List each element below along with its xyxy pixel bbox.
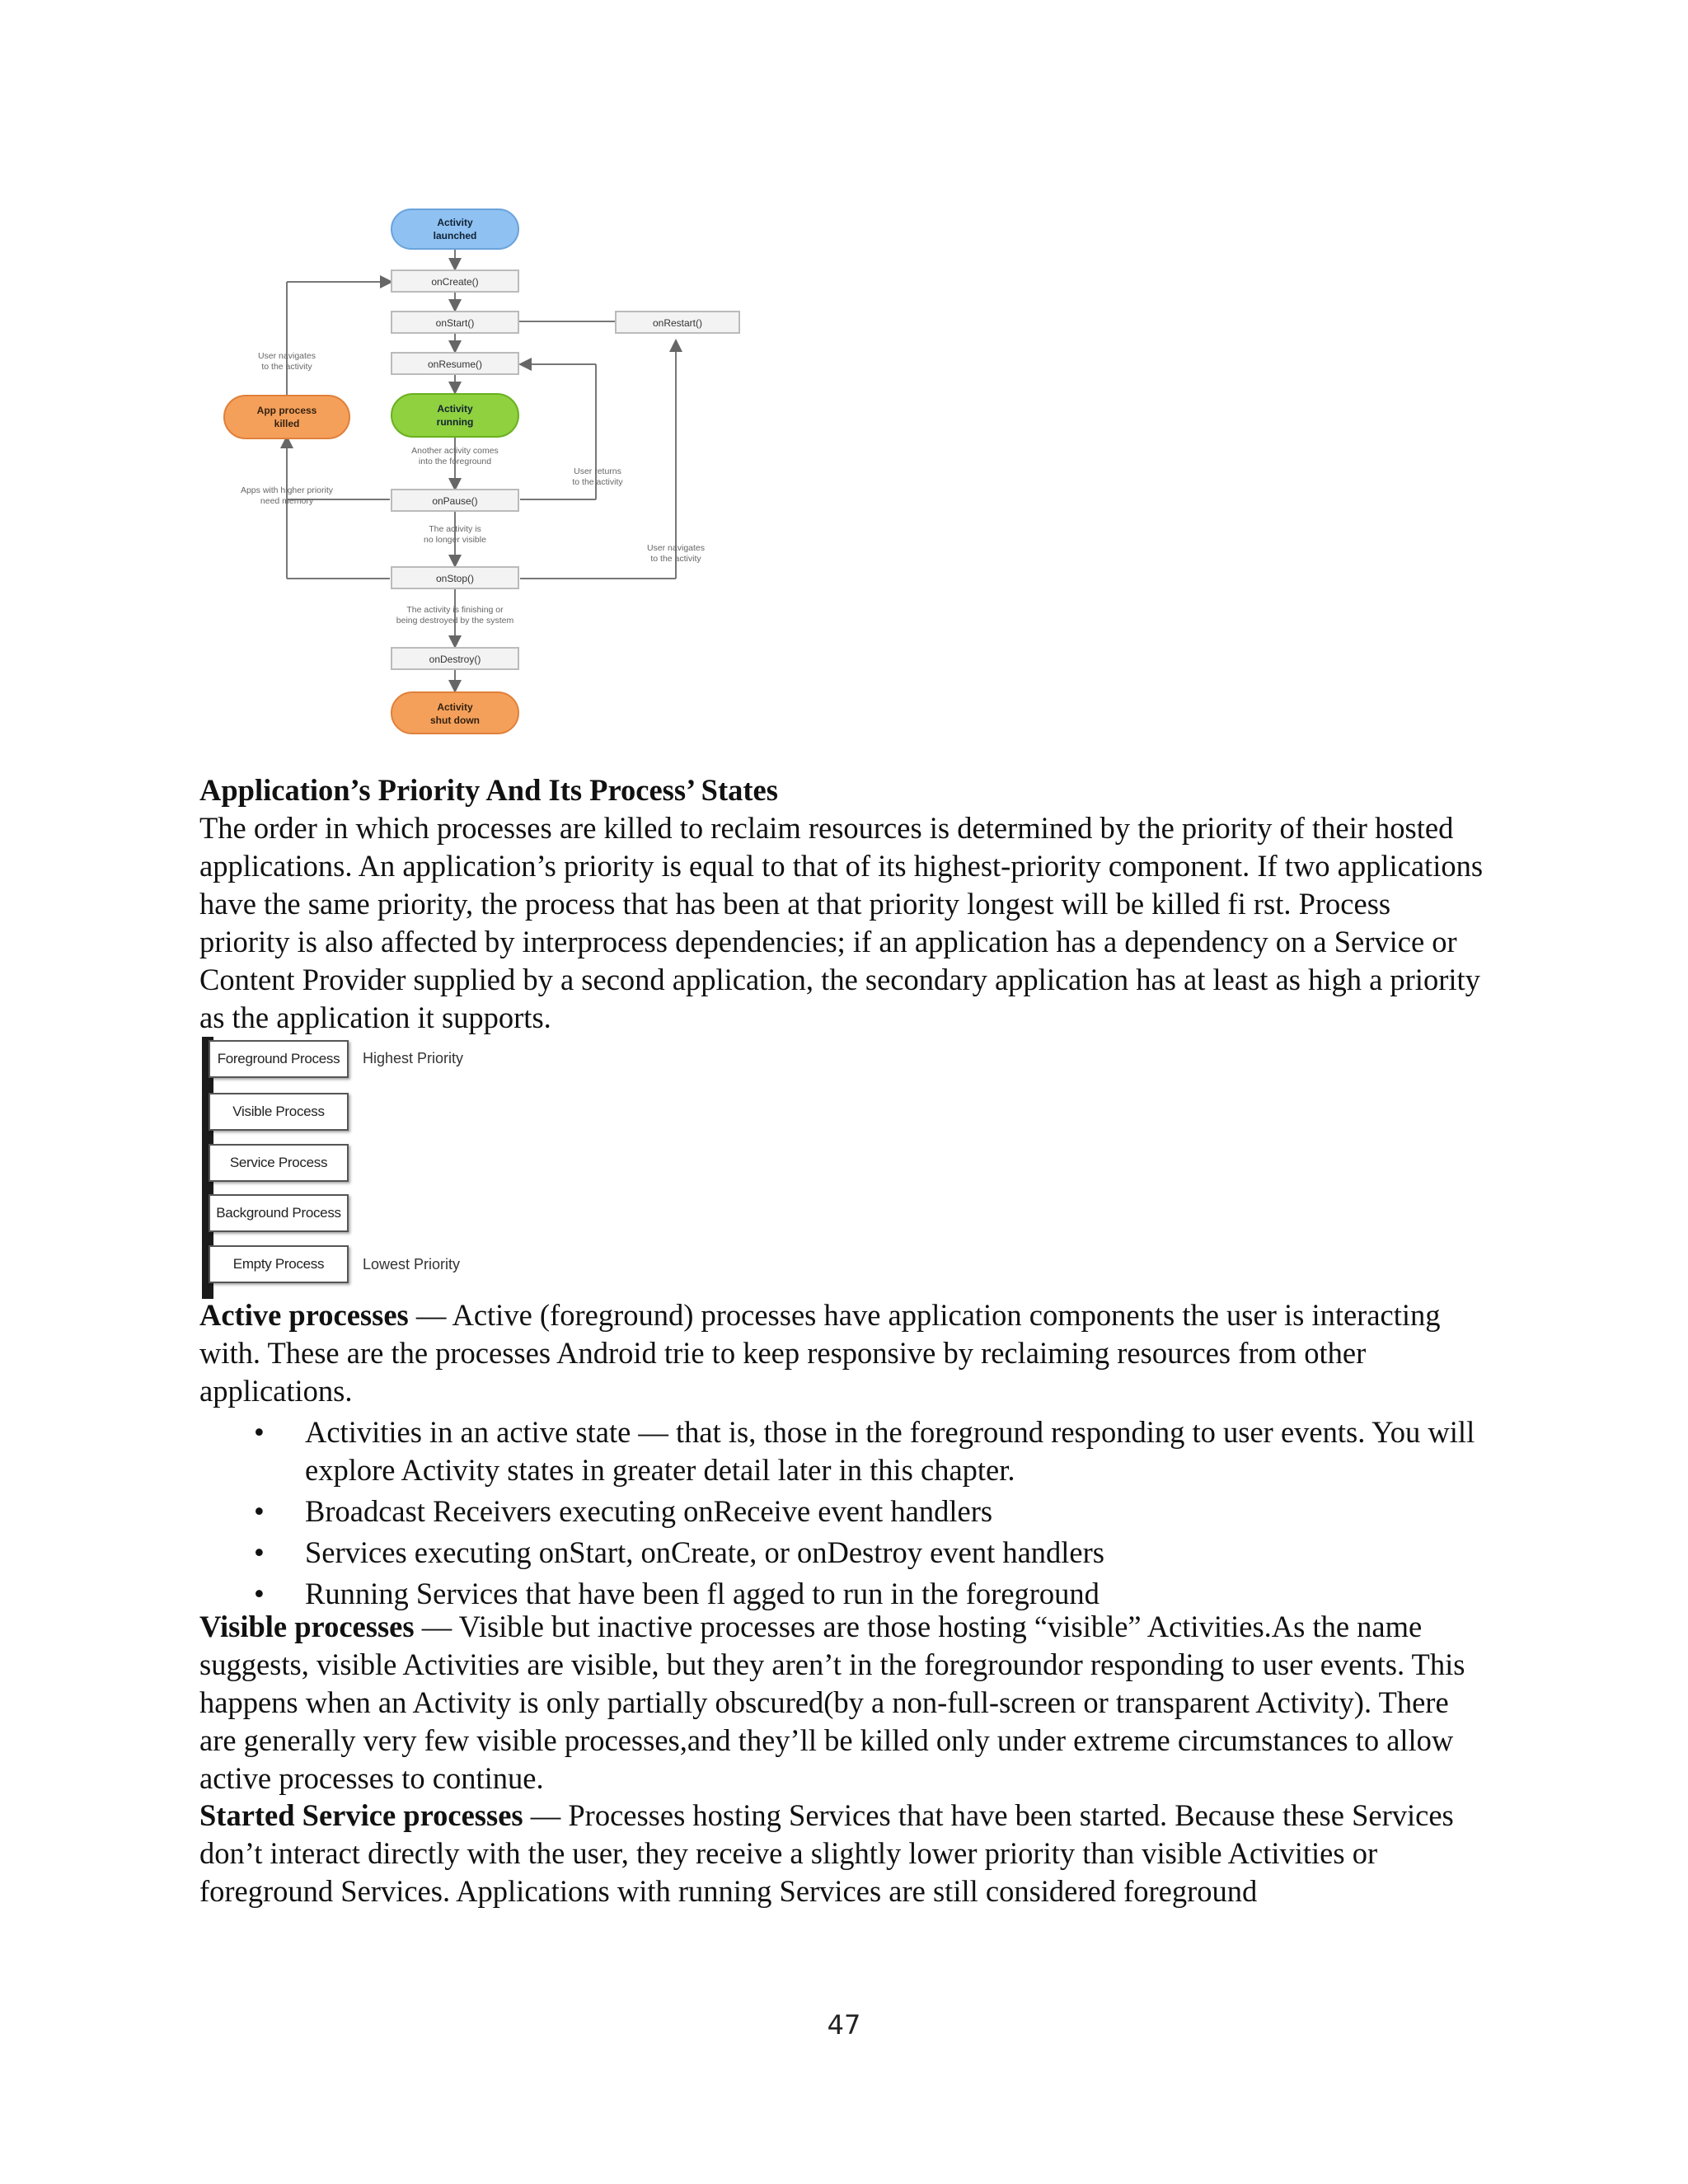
- started-service-paragraph: [199, 1797, 1485, 1910]
- empty-process-box: Empty Process: [209, 1245, 349, 1283]
- svg-text:onStop(): onStop(): [435, 573, 475, 584]
- svg-text:The activity is: The activity is: [429, 524, 481, 534]
- svg-text:no longer visible: no longer visible: [424, 535, 486, 545]
- lowest-priority-label: Lowest Priority: [363, 1256, 461, 1272]
- visible-process-box: Visible Process: [209, 1093, 349, 1131]
- svg-text:onPause(): onPause(): [432, 495, 478, 507]
- svg-text:The activity is finishing or: The activity is finishing or: [406, 605, 504, 615]
- started-term: Started Service processes: [199, 1798, 523, 1832]
- svg-text:App process: App process: [256, 405, 317, 416]
- section-heading: Application’s Priority And Its Process’ States: [199, 773, 778, 807]
- active-bullet-list: [199, 1413, 1485, 1616]
- started-text: — Processes hosting Services that have been started. Because these Services don’t interact directly with the user, they receive a slightly lower priority than visible Activities or foreground Services. Applications with running Services are still considered foreground: [199, 1798, 1454, 1908]
- svg-text:Another activity comes: Another activity comes: [411, 446, 499, 456]
- activity-lifecycle-diagram: [210, 198, 754, 742]
- svg-text:User returns: User returns: [574, 466, 621, 476]
- background-process-box: Background Process: [209, 1194, 349, 1232]
- highest-priority-label: Highest Priority: [363, 1050, 464, 1066]
- service-process-box: Service Process: [209, 1144, 349, 1182]
- app-process-killed-pill: [224, 396, 349, 438]
- foreground-process-box: Foreground Process: [209, 1040, 349, 1078]
- visible-text: — Visible but inactive processes are those hosting “visible” Activities.As the name suggests, visible Activities are visible, but they aren’t in the foregroundor responding to user events. This happens when an Activity is only partially obscured(by a non-full-screen or transparent Activity). There are generally very few visible processes,and they’ll be killed only under extreme circumstances to allow active processes to continue.: [199, 1610, 1465, 1795]
- list-item: • Running Services that have been fl agged to run in the foreground: [199, 1575, 1485, 1613]
- svg-text:killed: killed: [274, 418, 300, 429]
- svg-text:to the activity: to the activity: [261, 362, 312, 372]
- svg-text:onStart(): onStart(): [435, 317, 475, 329]
- svg-text:running: running: [436, 416, 474, 428]
- list-item: • Broadcast Receivers executing onReceive event handlers: [199, 1493, 1485, 1530]
- page-number: 47: [827, 2009, 861, 2041]
- svg-text:User navigates: User navigates: [257, 351, 316, 361]
- process-priority-figure: [202, 1037, 482, 1299]
- svg-text:being destroyed by the system: being destroyed by the system: [396, 616, 514, 626]
- svg-text:to the activity: to the activity: [572, 477, 623, 487]
- priority-section: [199, 771, 1485, 1037]
- svg-text:User navigates: User navigates: [646, 543, 706, 553]
- visible-processes-paragraph: [199, 1608, 1485, 1797]
- active-term: Active processes: [199, 1298, 409, 1332]
- activity-running-pill: [392, 394, 518, 437]
- svg-text:onResume(): onResume(): [427, 359, 483, 370]
- list-item: • Services executing onStart, onCreate, or onDestroy event handlers: [199, 1534, 1485, 1572]
- svg-text:to the activity: to the activity: [650, 554, 701, 564]
- svg-text:Activity: Activity: [437, 217, 473, 228]
- svg-text:Apps with higher priority: Apps with higher priority: [240, 485, 334, 495]
- svg-text:shut down: shut down: [430, 715, 480, 726]
- intro-paragraph: The order in which processes are killed to reclaim resources is determined by the priority of their hosted applications. An application’s priority is equal to that of its highest-priority component. If two applications have the same priority, the process that has been at that priority longest will be killed fi rst. Process priority is also affected by interprocess dependencies; if an application has a dependency on a Service or Content Provider supplied by a second application, the secondary application has at least as high a priority as the application it supports.: [199, 811, 1484, 1034]
- active-processes-paragraph: [199, 1296, 1485, 1410]
- svg-text:onRestart(): onRestart(): [652, 317, 703, 329]
- svg-text:onCreate(): onCreate(): [431, 276, 479, 288]
- svg-text:launched: launched: [433, 230, 477, 241]
- svg-text:Activity: Activity: [437, 701, 473, 713]
- svg-text:need memory: need memory: [260, 496, 314, 506]
- active-text: — Active (foreground) processes have application components the user is interacting with. These are the processes Android trie to keep responsive by reclaiming resources from other applications.: [199, 1298, 1441, 1408]
- activity-launched-pill: [392, 209, 518, 249]
- activity-shut-down-pill: [392, 692, 518, 733]
- svg-text:Activity: Activity: [437, 403, 473, 415]
- svg-text:into the foreground: into the foreground: [418, 457, 492, 466]
- svg-text:onDestroy(): onDestroy(): [429, 654, 481, 665]
- visible-term: Visible processes: [199, 1610, 415, 1643]
- list-item: • Activities in an active state — that is, those in the foreground responding to user events. You will explore Activity states in greater detail later in this chapter.: [199, 1413, 1485, 1489]
